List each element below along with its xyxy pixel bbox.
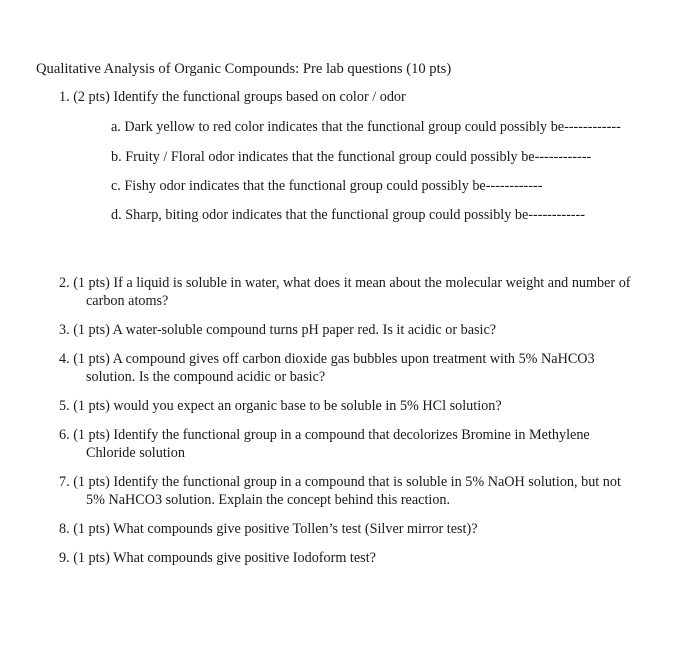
question-5: 5. (1 pts) would you expect an organic base to be soluble in 5% HCl solution? (59, 398, 502, 414)
question-2: 2. (1 pts) If a liquid is soluble in water, what does it mean about the molecular weight and number of (59, 275, 631, 291)
question-8: 8. (1 pts) What compounds give positive Tollen’s test (Silver mirror test)? (59, 521, 478, 537)
page-title: Qualitative Analysis of Organic Compounds: Pre lab questions (10 pts) (36, 61, 452, 77)
question-1-part-a: a. Dark yellow to red color indicates that the functional group could possibly be------------ (111, 119, 621, 135)
question-4-continuation: solution. Is the compound acidic or basic? (86, 369, 326, 385)
question-1-part-d: d. Sharp, biting odor indicates that the functional group could possibly be------------ (111, 207, 585, 223)
question-7-continuation: 5% NaHCO3 solution. Explain the concept behind this reaction. (86, 492, 451, 508)
question-6: 6. (1 pts) Identify the functional group in a compound that decolorizes Bromine in Methylene (59, 427, 590, 443)
question-6-continuation: Chloride solution (86, 445, 185, 461)
question-1-part-b: b. Fruity / Floral odor indicates that the functional group could possibly be------------ (111, 149, 592, 165)
question-4: 4. (1 pts) A compound gives off carbon dioxide gas bubbles upon treatment with 5% NaHCO3 (59, 351, 595, 367)
question-2-continuation: carbon atoms? (86, 293, 169, 309)
question-1-part-c: c. Fishy odor indicates that the functional group could possibly be------------ (111, 178, 543, 194)
question-1: 1. (2 pts) Identify the functional groups based on color / odor (59, 89, 406, 105)
question-7: 7. (1 pts) Identify the functional group in a compound that is soluble in 5% NaOH solution, but not (59, 474, 621, 490)
question-3: 3. (1 pts) A water-soluble compound turns pH paper red. Is it acidic or basic? (59, 322, 497, 338)
question-9: 9. (1 pts) What compounds give positive Iodoform test? (59, 550, 376, 566)
